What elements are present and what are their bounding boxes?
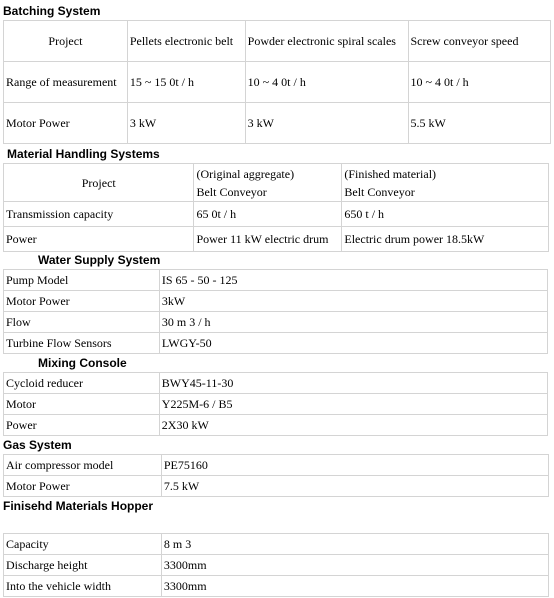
batching-table	[3, 20, 551, 144]
cell: 30 m 3 / h	[159, 312, 547, 333]
row-label: Into the vehicle width	[4, 576, 162, 597]
cell: 2X30 kW	[159, 415, 547, 436]
row-label: Range of measurement	[4, 62, 128, 103]
row-label: Capacity	[4, 534, 162, 555]
row-label: Power	[4, 415, 160, 436]
handling-header-project: Project	[4, 164, 194, 202]
hopper-title: Finisehd Materials Hopper	[3, 499, 154, 513]
table-row	[4, 455, 549, 476]
cell: 3300mm	[161, 576, 548, 597]
handling-header-original-line2: Belt Conveyor	[196, 184, 267, 199]
table-row	[4, 555, 549, 576]
batching-title: Batching System	[3, 4, 101, 18]
row-label: Pump Model	[4, 270, 160, 291]
cell: 5.5 kW	[408, 103, 551, 144]
cell: 7.5 kW	[161, 476, 548, 497]
cell: 8 m 3	[161, 534, 548, 555]
row-label: Transmission capacity	[4, 202, 194, 227]
handling-header-original	[194, 164, 342, 202]
cell: PE75160	[161, 455, 548, 476]
row-label: Motor Power	[4, 103, 128, 144]
water-table	[3, 269, 548, 354]
handling-table	[3, 163, 549, 252]
hopper-table	[3, 533, 549, 597]
row-label: Motor Power	[4, 291, 160, 312]
cell: LWGY-50	[159, 333, 547, 354]
table-row	[4, 476, 549, 497]
batching-header-pellets: Pellets electronic belt	[127, 21, 245, 62]
batching-header-project: Project	[4, 21, 128, 62]
table-row	[4, 103, 551, 144]
row-label: Discharge height	[4, 555, 162, 576]
cell: 3300mm	[161, 555, 548, 576]
water-title: Water Supply System	[38, 253, 161, 267]
table-row	[4, 202, 549, 227]
batching-header-powder: Powder electronic spiral scales	[245, 21, 408, 62]
row-label: Power	[4, 227, 194, 252]
cell: 15 ~ 15 0t / h	[127, 62, 245, 103]
row-label: Motor Power	[4, 476, 162, 497]
row-label: Flow	[4, 312, 160, 333]
table-row	[4, 312, 548, 333]
mixing-table	[3, 372, 548, 436]
cell: Electric drum power 18.5kW	[342, 227, 549, 252]
cell: BWY45-11-30	[159, 373, 547, 394]
handling-header-finished	[342, 164, 549, 202]
row-label: Air compressor model	[4, 455, 162, 476]
table-row	[4, 415, 548, 436]
cell: 3kW	[159, 291, 547, 312]
table-row	[4, 576, 549, 597]
cell: Power 11 kW electric drum	[194, 227, 342, 252]
cell: 10 ~ 4 0t / h	[245, 62, 408, 103]
cell: 10 ~ 4 0t / h	[408, 62, 551, 103]
cell: 650 t / h	[342, 202, 549, 227]
gas-table	[3, 454, 549, 497]
table-row	[4, 394, 548, 415]
row-label: Motor	[4, 394, 160, 415]
handling-header-finished-line2: Belt Conveyor	[344, 184, 415, 199]
gas-title: Gas System	[3, 438, 72, 452]
cell: 3 kW	[127, 103, 245, 144]
table-row	[4, 270, 548, 291]
row-label: Cycloid reducer	[4, 373, 160, 394]
handling-header-finished-line1: (Finished material)	[344, 166, 437, 181]
cell: Y225M-6 / B5	[159, 394, 547, 415]
cell: IS 65 - 50 - 125	[159, 270, 547, 291]
cell: 65 0t / h	[194, 202, 342, 227]
mixing-title: Mixing Console	[38, 356, 127, 370]
handling-header-original-line1: (Original aggregate)	[196, 166, 295, 181]
table-row	[4, 62, 551, 103]
cell: 3 kW	[245, 103, 408, 144]
table-row	[4, 333, 548, 354]
batching-header-row	[4, 21, 551, 62]
handling-title: Material Handling Systems	[7, 147, 160, 161]
handling-header-row	[4, 164, 549, 202]
batching-header-screw: Screw conveyor speed	[408, 21, 551, 62]
table-row	[4, 291, 548, 312]
row-label: Turbine Flow Sensors	[4, 333, 160, 354]
table-row	[4, 534, 549, 555]
table-row	[4, 227, 549, 252]
table-row	[4, 373, 548, 394]
